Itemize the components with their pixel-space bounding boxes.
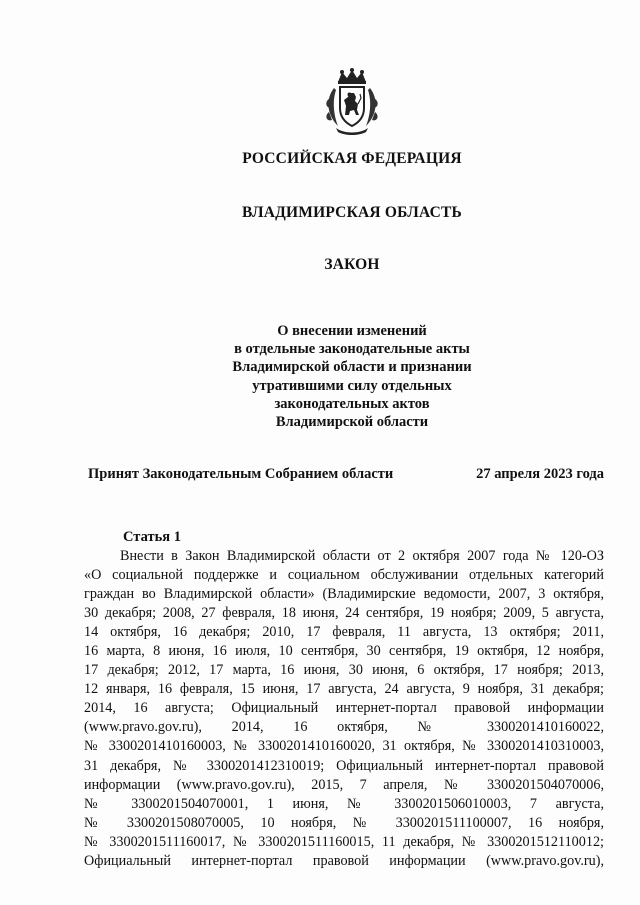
article-line: 30 декабря; 2008, 27 февраля, 18 июня, 24 сентября, 19 ноября; 2009, 5 августа, — [84, 605, 604, 622]
coat-of-arms-icon — [322, 68, 382, 136]
article-line: Официальный интернет-портал правовой информации (www.pravo.gov.ru), — [84, 852, 604, 869]
article-line: 2014, 16 августа; Официальный интернет-портал правовой информации — [84, 700, 604, 717]
law-title-line: О внесении изменений — [277, 323, 427, 339]
region-heading: ВЛАДИМИРСКАЯ ОБЛАСТЬ — [242, 204, 462, 221]
adoption-date: 27 апреля 2023 года — [476, 466, 604, 482]
article-line: информации (www.pravo.gov.ru), 2015, 7 апреля, № 3300201504070006, — [84, 776, 604, 793]
article-line: 12 января, 16 февраля, 15 июня, 17 августа, 24 августа, 9 ноября, 31 декабря; — [84, 681, 604, 698]
article-line: № 3300201504070001, 1 июня, № 3300201506010003, 7 августа, — [84, 795, 604, 812]
law-title-line: утратившими силу отдельных — [252, 377, 452, 394]
law-title-line: законодательных актов — [274, 395, 430, 412]
law-title — [0, 322, 640, 431]
document-kind-heading: ЗАКОН — [324, 256, 380, 273]
article-line: № 3300201410160003, № 3300201410160020, 31 октября, № 3300201410310003, — [84, 738, 604, 755]
article-body — [84, 547, 604, 871]
article-line: № 3300201511160017, № 3300201511160015, 11 декабря, № 3300201512110012; — [84, 833, 604, 850]
law-title-line: Владимирской области и признании — [232, 359, 472, 376]
law-title-line: в отдельные законодательные акты — [234, 341, 470, 358]
article-line: «О социальной поддержке и социальном обслуживании отдельных категорий — [84, 567, 604, 584]
article-line: (www.pravo.gov.ru), 2014, 16 октября, № 3300201410160022, — [84, 719, 604, 736]
article-line: граждан во Владимирской области» (Владимирские ведомости, 2007, 3 октября, — [84, 586, 604, 603]
article-line: 31 декабря, № 3300201412310019; Официальный интернет-портал правовой — [84, 757, 604, 774]
law-title-line: Владимирской области — [275, 414, 429, 431]
article-line: 16 марта, 8 июня, 16 июля, 10 сентября, 30 сентября, 19 октября, 12 ноября, — [84, 643, 604, 660]
country-heading: РОССИЙСКАЯ ФЕДЕРАЦИЯ — [242, 150, 462, 167]
article-line: 14 октября, 16 декабря; 2010, 17 февраля, 11 августа, 13 октября; 2011, — [84, 624, 604, 641]
article-line: 17 декабря; 2012, 17 марта, 16 июня, 30 июня, 6 октября, 17 ноября; 2013, — [84, 662, 604, 679]
article-line: Внести в Закон Владимирской области от 2 октября 2007 года № 120-ОЗ — [120, 548, 604, 564]
article-line: № 3300201508070005, 10 ноября, № 3300201511100007, 16 ноября, — [84, 814, 604, 831]
article-heading: Статья 1 — [123, 529, 181, 545]
adoption-label: Принят Законодательным Собранием области — [88, 466, 394, 482]
